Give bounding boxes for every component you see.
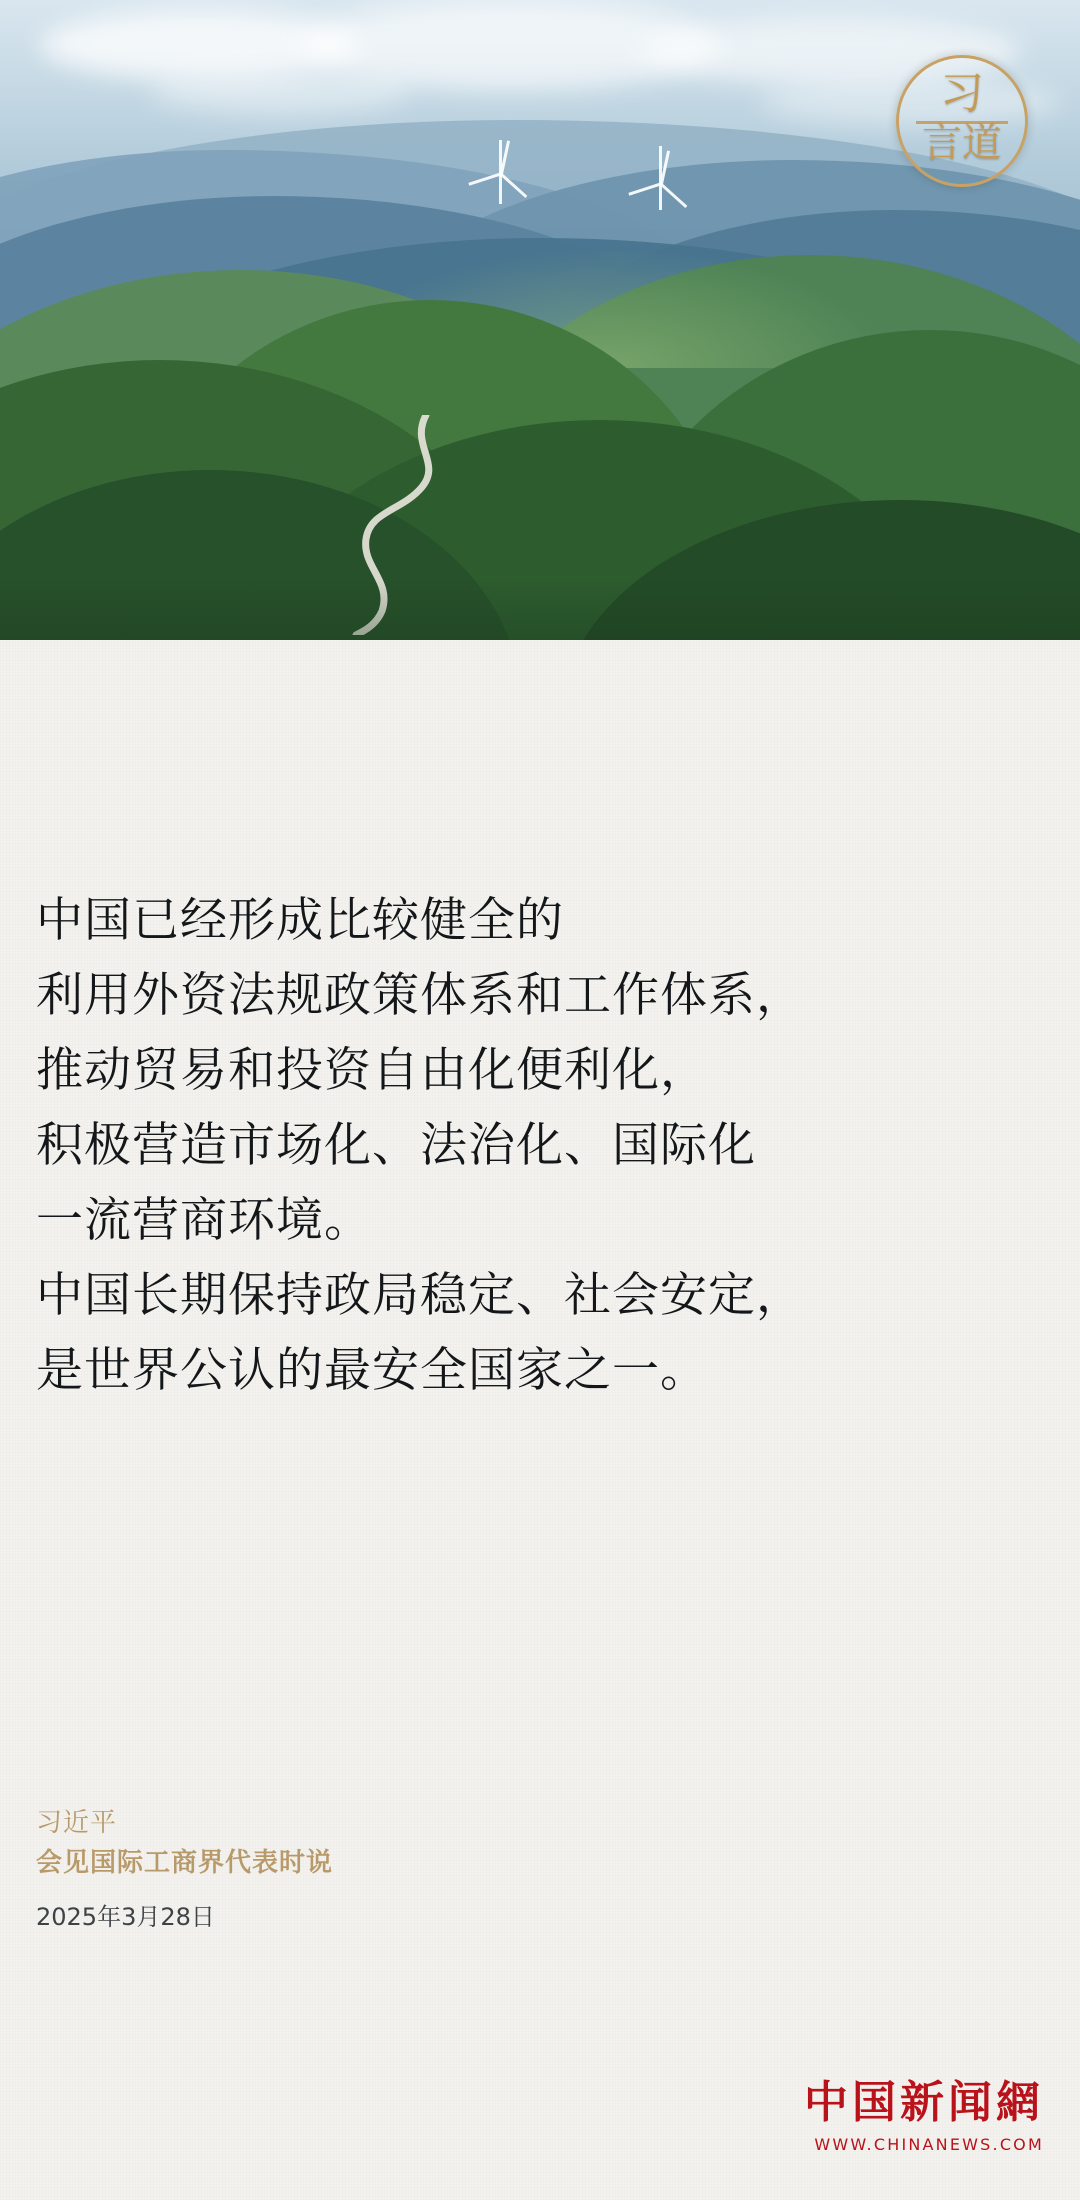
speaker-name: 习近平 — [36, 1808, 118, 1838]
hero-bottom-shade — [0, 580, 1080, 640]
quote-line: 推动贸易和投资自由化便利化， — [36, 1043, 708, 1098]
wind-turbine-icon — [470, 140, 530, 204]
wind-turbine-icon — [630, 150, 690, 210]
brand-logo — [804, 2077, 1044, 2154]
speech-occasion: 会见国际工商界代表时说 — [36, 1848, 334, 1878]
attribution-block — [36, 1803, 656, 1933]
cloud — [150, 70, 410, 114]
quote-line: 是世界公认的最安全国家之一。 — [36, 1343, 708, 1398]
content-panel — [0, 640, 1080, 2200]
quote-line: 中国已经形成比较健全的 — [36, 893, 564, 948]
hero-image — [0, 0, 1080, 640]
xi-yan-dao-seal — [896, 55, 1028, 187]
speech-date: 2025年3月28日 — [36, 1903, 215, 1931]
quote-line: 中国长期保持政局稳定、社会安定， — [36, 1268, 804, 1323]
brand-name: 中国新闻網 — [804, 2077, 1044, 2128]
brand-url: WWW.CHINANEWS.COM — [814, 2135, 1044, 2154]
seal-char-bottom: 言道 — [922, 120, 1002, 166]
quote-line: 积极营造市场化、法治化、国际化 — [36, 1118, 756, 1173]
seal-char-top: 习 — [940, 68, 984, 119]
quote-text — [36, 883, 1046, 1408]
quote-line: 利用外资法规政策体系和工作体系， — [36, 968, 804, 1023]
quote-line: 一流营商环境。 — [36, 1193, 372, 1248]
